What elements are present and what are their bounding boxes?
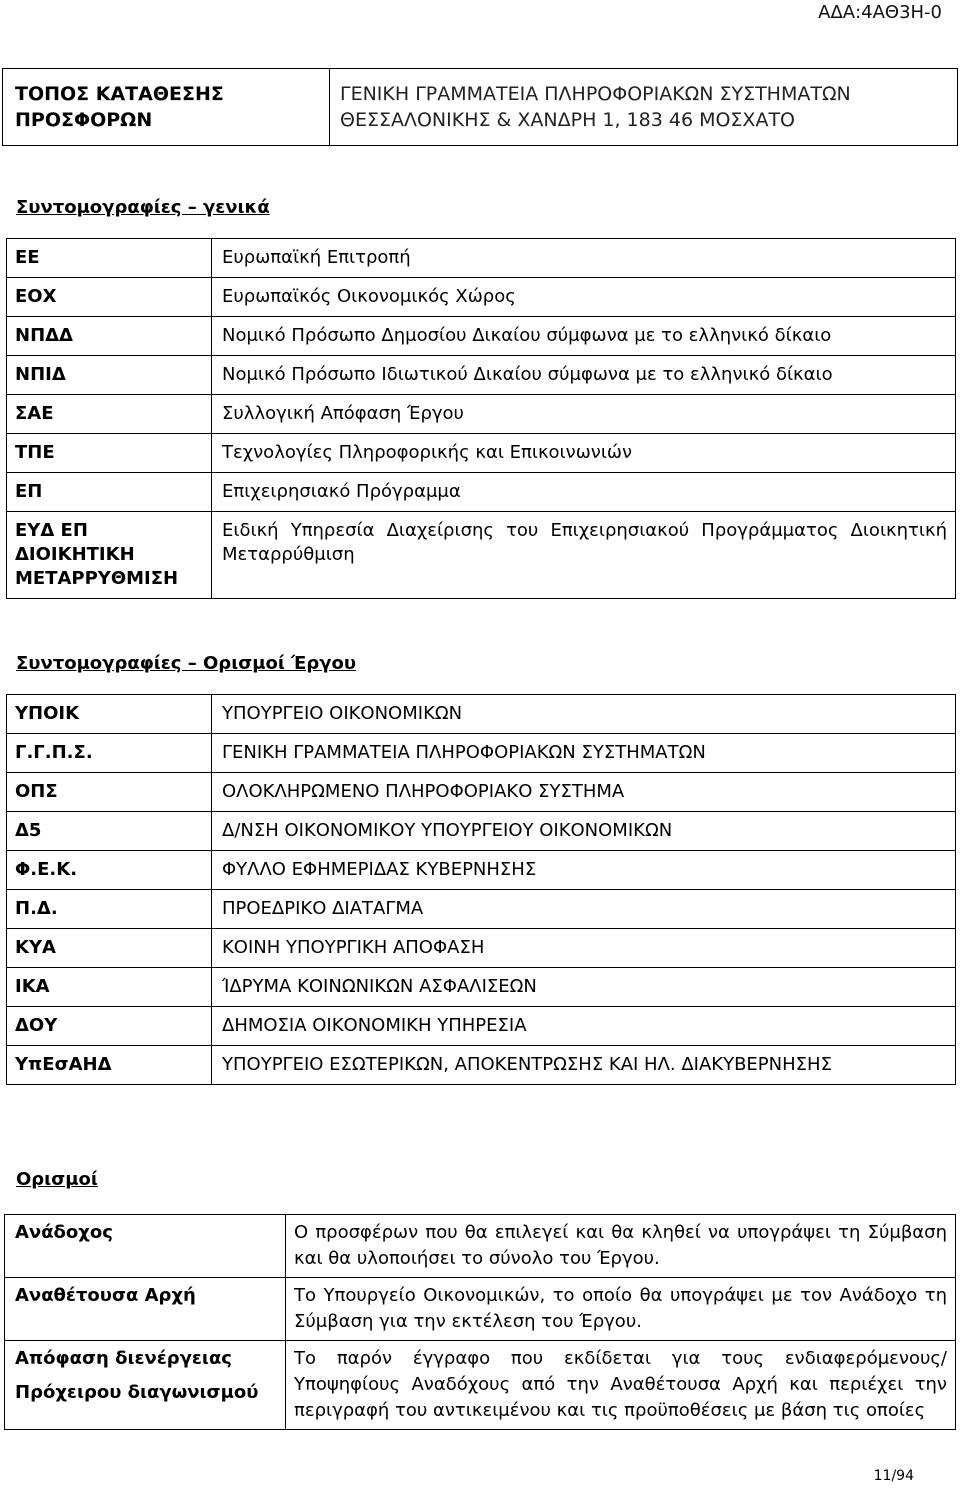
table-row (7, 695, 956, 734)
table-row (7, 434, 956, 473)
table-row (7, 356, 956, 395)
definition-cell: Το παρόν έγγραφο που εκδίδεται για τους ενδιαφερόμενους/ Υποψηφίους Αναδόχους από την Αναθέτουσα Αρχή και περιέχει την περιγραφή του αντικειμένου και τις προϋποθέσεις με βάση τις οποίες (286, 1341, 956, 1430)
table-row (7, 968, 956, 1007)
general-abbreviations-title: Συντομογραφίες – γενικά (16, 197, 270, 218)
table-row (7, 1007, 956, 1046)
abbr-cell: Π.Δ. (7, 890, 212, 929)
ada-code: ΑΔΑ:4ΑΘ3Η-0 (818, 2, 942, 23)
meaning-cell: ΔΗΜΟΣΙΑ ΟΙΚΟΝΟΜΙΚΗ ΥΠΗΡΕΣΙΑ (212, 1007, 956, 1046)
table-row (7, 734, 956, 773)
meaning-cell: Νομικό Πρόσωπο Δημοσίου Δικαίου σύμφωνα με το ελληνικό δίκαιο (212, 317, 956, 356)
table-row (7, 317, 956, 356)
meaning-cell: Δ/ΝΣΗ ΟΙΚΟΝΟΜΙΚΟΥ ΥΠΟΥΡΓΕΙΟΥ ΟΙΚΟΝΟΜΙΚΩΝ (212, 812, 956, 851)
table-row (5, 1341, 956, 1430)
meaning-cell: Συλλογική Απόφαση Έργου (212, 395, 956, 434)
meaning-cell: ΠΡΟΕΔΡΙΚΟ ΔΙΑΤΑΓΜΑ (212, 890, 956, 929)
abbr-cell: Δ5 (7, 812, 212, 851)
meaning-cell: ΓΕΝΙΚΗ ΓΡΑΜΜΑΤΕΙΑ ΠΛΗΡΟΦΟΡΙΑΚΩΝ ΣΥΣΤΗΜΑΤΩΝ (212, 734, 956, 773)
submission-location-table (2, 68, 958, 146)
definitions-table (4, 1214, 956, 1430)
definition-cell: Το Υπουργείο Οικονομικών, το οποίο θα υπογράψει με τον Ανάδοχο τη Σύμβαση για την εκτέλεση του Έργου. (286, 1278, 956, 1341)
meaning-cell: Ευρωπαϊκός Οικονομικός Χώρος (212, 278, 956, 317)
submission-label: ΤΟΠΟΣ ΚΑΤΑΘΕΣΗΣ ΠΡΟΣΦΟΡΩΝ (3, 69, 330, 146)
abbr-cell: ΝΠΔΔ (7, 317, 212, 356)
submission-line-1: ΓΕΝΙΚΗ ΓΡΑΜΜΑΤΕΙΑ ΠΛΗΡΟΦΟΡΙΑΚΩΝ ΣΥΣΤΗΜΑΤΩΝ (340, 83, 851, 105)
table-row (7, 473, 956, 512)
abbr-cell: Γ.Γ.Π.Σ. (7, 734, 212, 773)
meaning-cell: ΚΟΙΝΗ ΥΠΟΥΡΓΙΚΗ ΑΠΟΦΑΣΗ (212, 929, 956, 968)
term-cell (5, 1341, 286, 1430)
definition-cell: Ο προσφέρων που θα επιλεγεί και θα κληθεί να υπογράψει τη Σύμβαση και θα υλοποιήσει το σύνολο του Έργου. (286, 1215, 956, 1278)
meaning-cell: Τεχνολογίες Πληροφορικής και Επικοινωνιών (212, 434, 956, 473)
table-row (7, 395, 956, 434)
table-row (7, 929, 956, 968)
abbr-cell: ΝΠΙΔ (7, 356, 212, 395)
table-row (7, 278, 956, 317)
table-row (7, 773, 956, 812)
term-line-2: Πρόχειρου διαγωνισμού (15, 1382, 259, 1403)
meaning-cell: ΥΠΟΥΡΓΕΙΟ ΕΣΩΤΕΡΙΚΩΝ, ΑΠΟΚΕΝΤΡΩΣΗΣ ΚΑΙ ΗΛ. ΔΙΑΚΥΒΕΡΝΗΣΗΣ (212, 1046, 956, 1085)
table-row (7, 239, 956, 278)
table-row (7, 512, 956, 599)
meaning-cell: Επιχειρησιακό Πρόγραμμα (212, 473, 956, 512)
table-row (7, 890, 956, 929)
project-abbreviations-table (6, 694, 956, 1085)
page-number: 11/94 (873, 1468, 914, 1484)
term-cell: Ανάδοχος (5, 1215, 286, 1278)
abbr-cell: ΥΠΟΙΚ (7, 695, 212, 734)
submission-address (330, 69, 958, 146)
definitions-title: Ορισμοί (16, 1169, 98, 1190)
table-row (7, 812, 956, 851)
meaning-cell: ΊΔΡΥΜΑ ΚΟΙΝΩΝΙΚΩΝ ΑΣΦΑΛΙΣΕΩΝ (212, 968, 956, 1007)
meaning-cell: Ευρωπαϊκή Επιτροπή (212, 239, 956, 278)
meaning-cell: ΦΥΛΛΟ ΕΦΗΜΕΡΙΔΑΣ ΚΥΒΕΡΝΗΣΗΣ (212, 851, 956, 890)
abbr-cell: ΕΟΧ (7, 278, 212, 317)
abbr-cell: ΚΥΑ (7, 929, 212, 968)
term-line-1: Απόφαση διενέργειας (15, 1348, 232, 1369)
meaning-cell: Νομικό Πρόσωπο Ιδιωτικού Δικαίου σύμφωνα με το ελληνικό δίκαιο (212, 356, 956, 395)
abbr-cell: ΤΠΕ (7, 434, 212, 473)
meaning-cell: ΥΠΟΥΡΓΕΙΟ ΟΙΚΟΝΟΜΙΚΩΝ (212, 695, 956, 734)
abbr-cell: ΙΚΑ (7, 968, 212, 1007)
abbr-cell: ΟΠΣ (7, 773, 212, 812)
abbr-cell: ΕΕ (7, 239, 212, 278)
table-row (7, 851, 956, 890)
table-row (7, 1046, 956, 1085)
meaning-cell: Ειδική Υπηρεσία Διαχείρισης του Επιχειρησιακού Προγράμματος Διοικητική Μεταρρύθμιση (212, 512, 956, 599)
abbr-cell: Φ.Ε.Κ. (7, 851, 212, 890)
abbr-cell: ΕΥΔ ΕΠ ΔΙΟΙΚΗΤΙΚΗ ΜΕΤΑΡΡΥΘΜΙΣΗ (7, 512, 212, 599)
abbr-cell: ΥπΕσΑΗΔ (7, 1046, 212, 1085)
abbr-cell: ΣΑΕ (7, 395, 212, 434)
abbr-cell: ΕΠ (7, 473, 212, 512)
abbr-cell: ΔΟΥ (7, 1007, 212, 1046)
meaning-cell: ΟΛΟΚΛΗΡΩΜΕΝΟ ΠΛΗΡΟΦΟΡΙΑΚΟ ΣΥΣΤΗΜΑ (212, 773, 956, 812)
general-abbreviations-table (6, 238, 956, 599)
term-cell: Αναθέτουσα Αρχή (5, 1278, 286, 1341)
table-row (5, 1278, 956, 1341)
submission-line-2: ΘΕΣΣΑΛΟΝΙΚΗΣ & ΧΑΝΔΡΗ 1, 183 46 ΜΟΣΧΑΤΟ (340, 109, 796, 131)
project-abbreviations-title: Συντομογραφίες – Ορισμοί Έργου (16, 653, 357, 674)
table-row (5, 1215, 956, 1278)
